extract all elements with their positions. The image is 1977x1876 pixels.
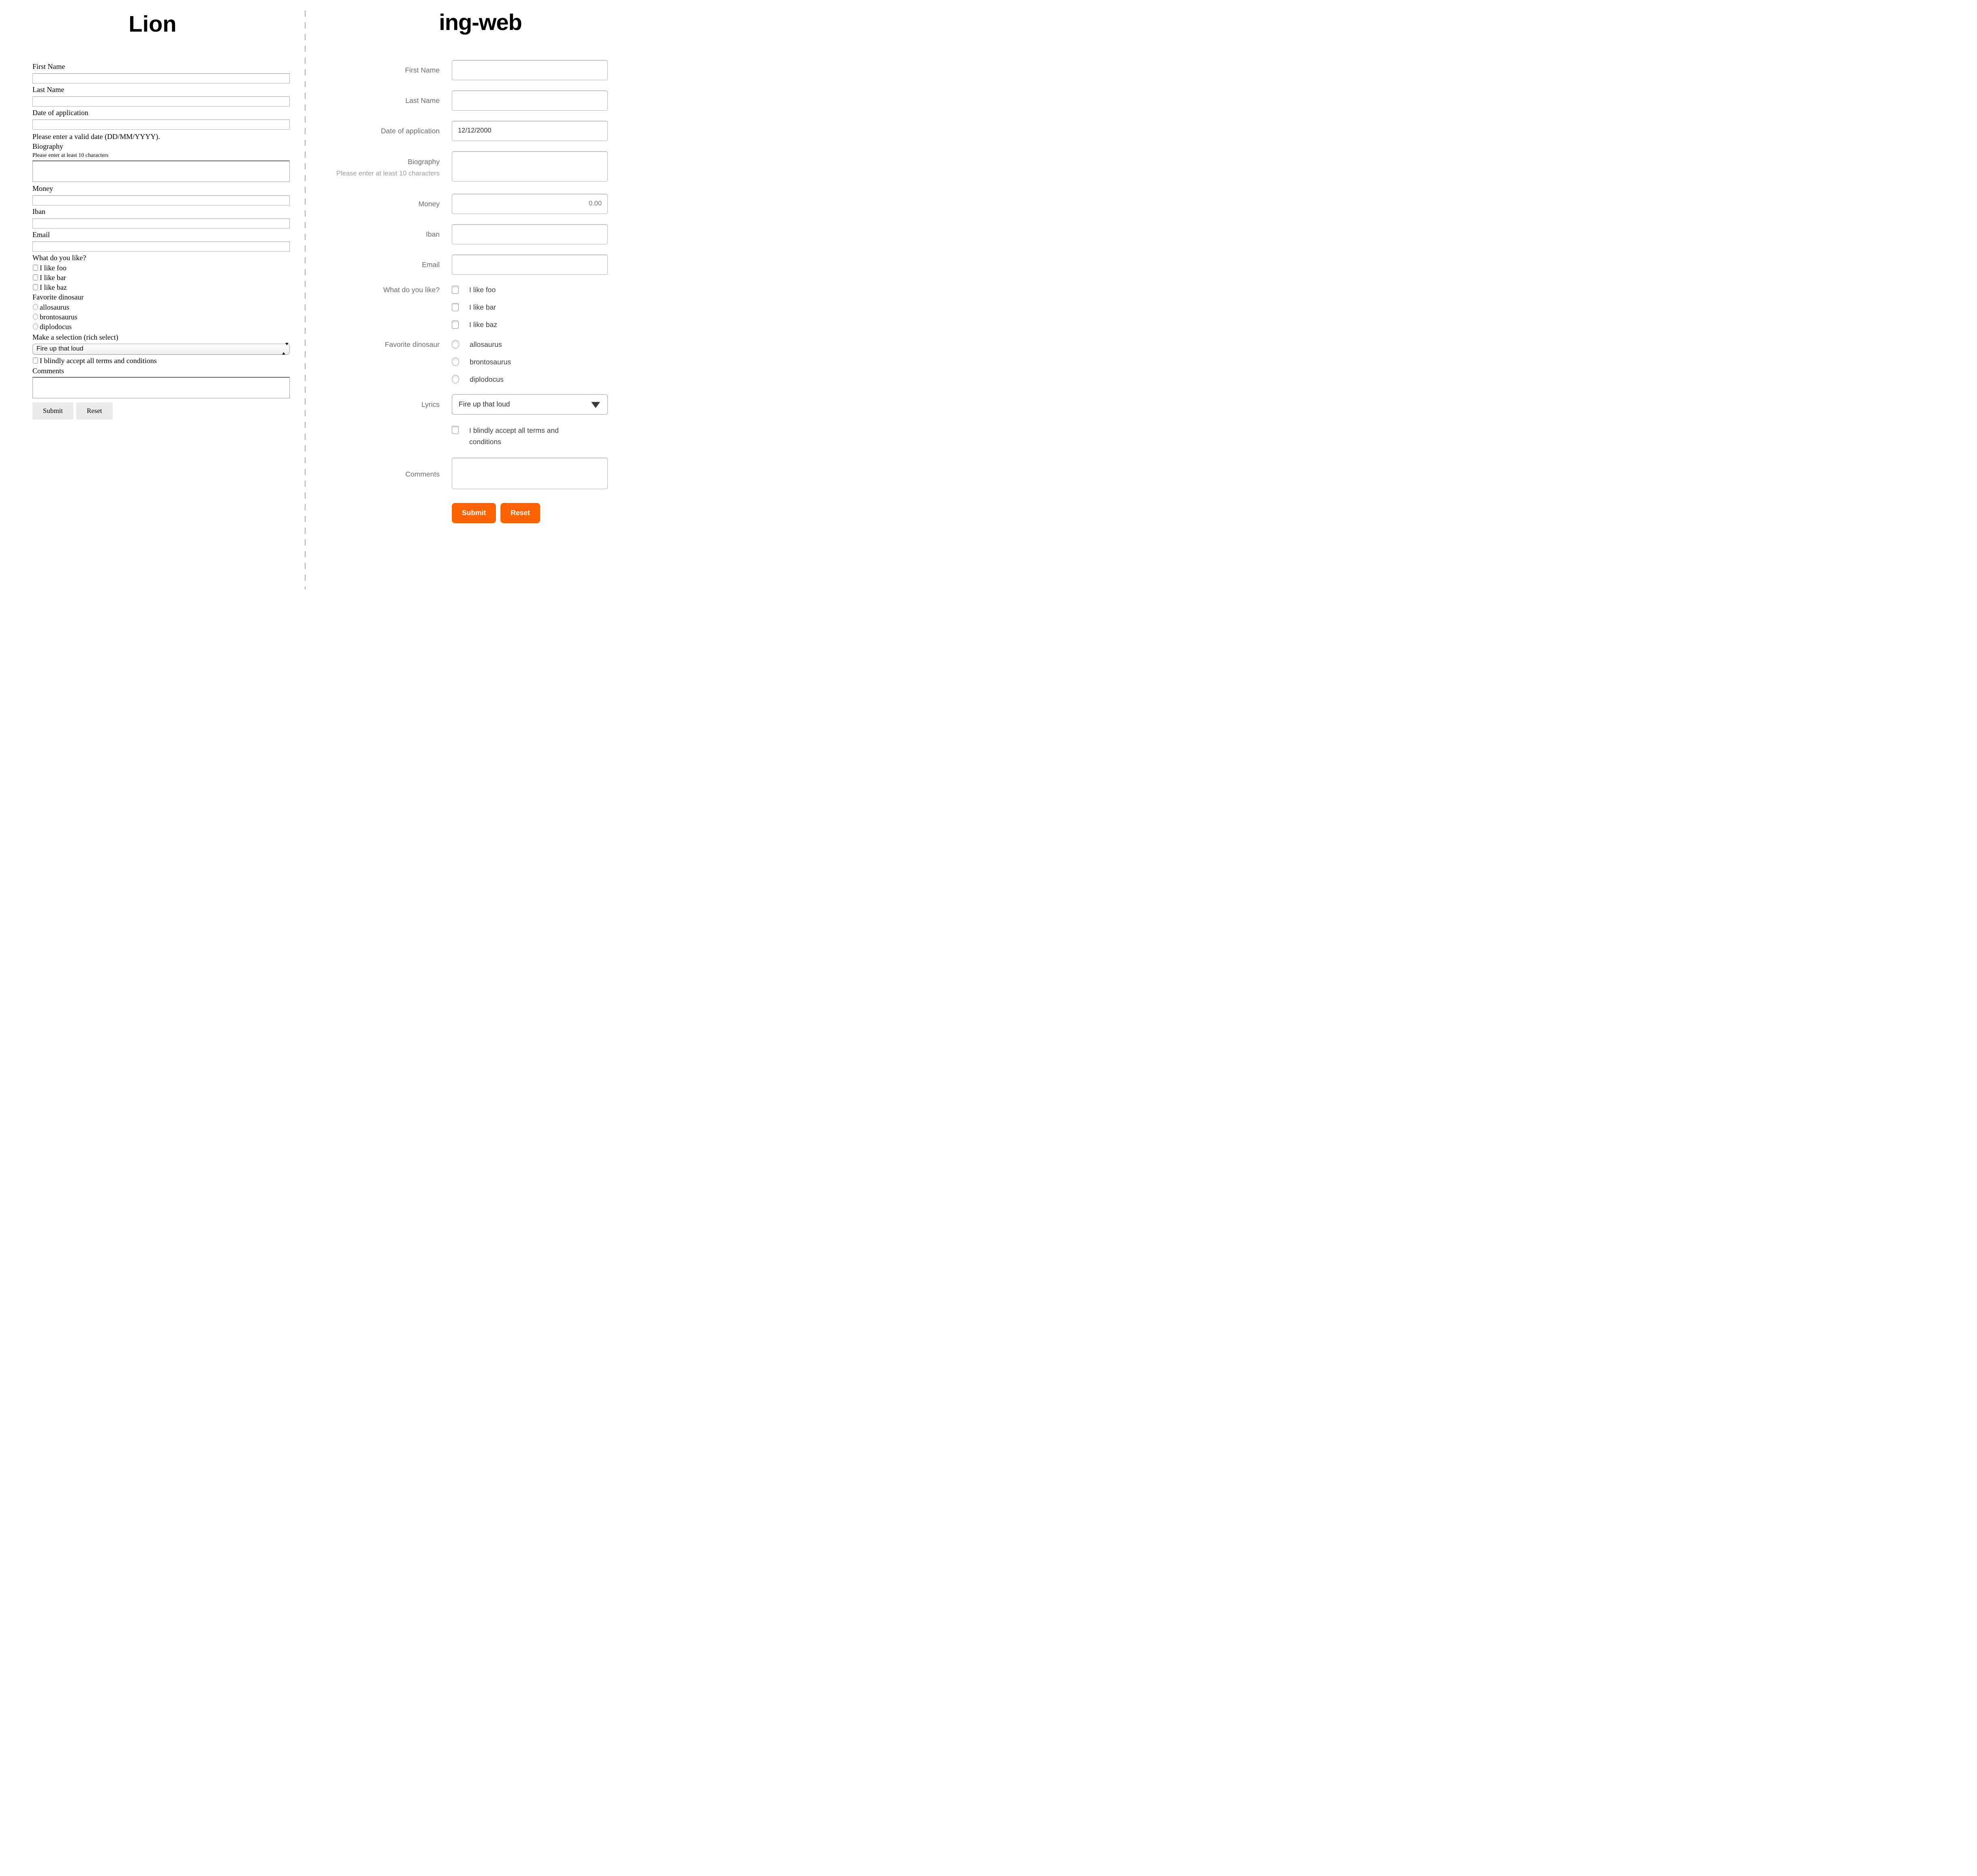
radio-icon[interactable] <box>452 357 459 366</box>
radio-icon[interactable] <box>452 375 459 383</box>
radio-label: diplodocus <box>40 322 72 331</box>
radio-icon[interactable] <box>33 304 38 310</box>
comments-textarea[interactable] <box>452 458 608 489</box>
checkbox-icon[interactable] <box>452 286 459 294</box>
email-label: Email <box>422 260 440 269</box>
radio-icon[interactable] <box>33 314 38 320</box>
radio-label: allosaurus <box>40 303 69 311</box>
likes-group-row <box>325 285 635 329</box>
checkbox-row[interactable] <box>452 302 608 312</box>
date-of-application-label: Date of application <box>32 108 88 117</box>
biography-hint: Please enter at least 10 characters <box>336 169 440 177</box>
dinosaur-group-row <box>325 340 635 384</box>
rich-select-label: Make a selection (rich select) <box>32 333 118 341</box>
terms-checkbox-row[interactable] <box>33 357 290 364</box>
panel-divider <box>305 11 306 589</box>
lyrics-select-value: Fire up that loud <box>459 400 510 409</box>
money-input[interactable] <box>452 194 608 214</box>
terms-label: I blindly accept all terms and conditions <box>40 356 157 365</box>
lion-panel <box>0 0 305 603</box>
checkbox-row[interactable] <box>452 285 608 295</box>
lion-buttons <box>32 402 290 419</box>
checkbox-row[interactable] <box>33 284 290 291</box>
radio-row[interactable] <box>452 340 608 349</box>
biography-textarea[interactable] <box>32 160 290 182</box>
biography-textarea[interactable] <box>452 151 608 182</box>
biography-hint: Please enter at least 10 characters <box>32 152 109 158</box>
date-validation-message: Please enter a valid date (DD/MM/YYYY). <box>32 132 160 141</box>
terms-label: I blindly accept all terms and conditions <box>469 426 559 446</box>
radio-label: diplodocus <box>470 375 504 383</box>
terms-checkbox-icon[interactable] <box>33 357 38 364</box>
first-name-row <box>325 60 635 80</box>
radio-label: allosaurus <box>470 340 502 349</box>
lyrics-row <box>325 394 635 415</box>
radio-row[interactable] <box>33 323 290 330</box>
lyrics-select[interactable] <box>452 394 608 415</box>
email-row <box>325 255 635 275</box>
iban-label: Iban <box>425 230 440 238</box>
comments-row <box>325 458 635 491</box>
email-input[interactable] <box>32 242 290 252</box>
comments-textarea[interactable] <box>32 377 290 398</box>
likes-group-label: What do you like? <box>32 253 86 262</box>
email-label: Email <box>32 230 50 239</box>
money-row <box>325 194 635 214</box>
lion-panel-title: Lion <box>128 11 177 36</box>
checkbox-icon[interactable] <box>33 284 38 290</box>
last-name-label: Last Name <box>32 85 64 94</box>
rich-select[interactable] <box>32 344 290 355</box>
radio-row[interactable] <box>452 357 608 367</box>
radio-row[interactable] <box>33 304 290 311</box>
iban-input[interactable] <box>32 218 290 229</box>
checkbox-icon[interactable] <box>452 321 459 329</box>
biography-label: Biography <box>32 142 63 150</box>
iban-row <box>325 224 635 244</box>
first-name-input[interactable] <box>32 73 290 83</box>
money-label: Money <box>32 184 53 193</box>
likes-group-label: What do you like? <box>383 285 440 294</box>
ingweb-buttons-row <box>325 503 635 523</box>
date-of-application-input[interactable] <box>32 120 290 130</box>
last-name-input[interactable] <box>32 96 290 107</box>
biography-label: Biography <box>408 157 440 166</box>
money-input[interactable] <box>32 195 290 205</box>
ingweb-panel-title: ing-web <box>439 9 522 35</box>
reset-button[interactable]: Reset <box>500 503 540 523</box>
money-label: Money <box>418 199 440 208</box>
comments-label: Comments <box>405 470 440 479</box>
first-name-label: First Name <box>32 62 65 71</box>
checkbox-label: I like foo <box>469 285 496 294</box>
last-name-label: Last Name <box>405 96 440 105</box>
reset-button[interactable]: Reset <box>76 402 113 419</box>
biography-row <box>325 151 635 184</box>
radio-icon[interactable] <box>33 323 38 329</box>
radio-row[interactable] <box>33 313 290 321</box>
checkbox-label: I like bar <box>40 273 66 282</box>
checkbox-label: I like baz <box>40 283 67 291</box>
radio-row[interactable] <box>452 374 608 384</box>
dinosaur-group-label: Favorite dinosaur <box>32 293 84 301</box>
lion-form <box>32 63 290 419</box>
checkbox-row[interactable] <box>452 320 608 329</box>
form-comparison-page <box>0 0 635 603</box>
submit-button[interactable]: Submit <box>32 402 73 419</box>
radio-label: brontosaurus <box>470 357 511 366</box>
terms-checkbox-icon[interactable] <box>452 426 459 434</box>
checkbox-icon[interactable] <box>452 303 459 311</box>
checkbox-icon[interactable] <box>33 274 38 280</box>
comments-label: Comments <box>32 366 64 375</box>
radio-label: brontosaurus <box>40 312 77 321</box>
dropdown-caret-icon <box>591 402 600 408</box>
checkbox-row[interactable] <box>33 274 290 281</box>
date-of-application-label: Date of application <box>381 126 440 135</box>
dinosaur-group-label: Favorite dinosaur <box>385 340 440 349</box>
checkbox-icon[interactable] <box>33 265 38 271</box>
submit-button[interactable]: Submit <box>452 503 496 523</box>
first-name-label: First Name <box>405 66 440 74</box>
first-name-input[interactable] <box>452 60 608 80</box>
email-input[interactable] <box>452 255 608 275</box>
select-spinner-icon <box>282 345 286 353</box>
terms-row <box>325 425 635 447</box>
date-of-application-row <box>325 121 635 141</box>
ingweb-panel <box>305 0 635 603</box>
rich-select-value: Fire up that loud <box>36 345 83 353</box>
checkbox-label: I like baz <box>469 320 498 329</box>
iban-label: Iban <box>32 207 45 216</box>
checkbox-row[interactable] <box>33 264 290 272</box>
iban-input[interactable] <box>452 224 608 244</box>
last-name-row <box>325 90 635 111</box>
checkbox-label: I like foo <box>40 263 66 272</box>
radio-icon[interactable] <box>452 340 459 349</box>
last-name-input[interactable] <box>452 90 608 111</box>
date-of-application-input[interactable] <box>452 121 608 141</box>
lyrics-label: Lyrics <box>421 400 440 409</box>
checkbox-label: I like bar <box>469 303 496 311</box>
